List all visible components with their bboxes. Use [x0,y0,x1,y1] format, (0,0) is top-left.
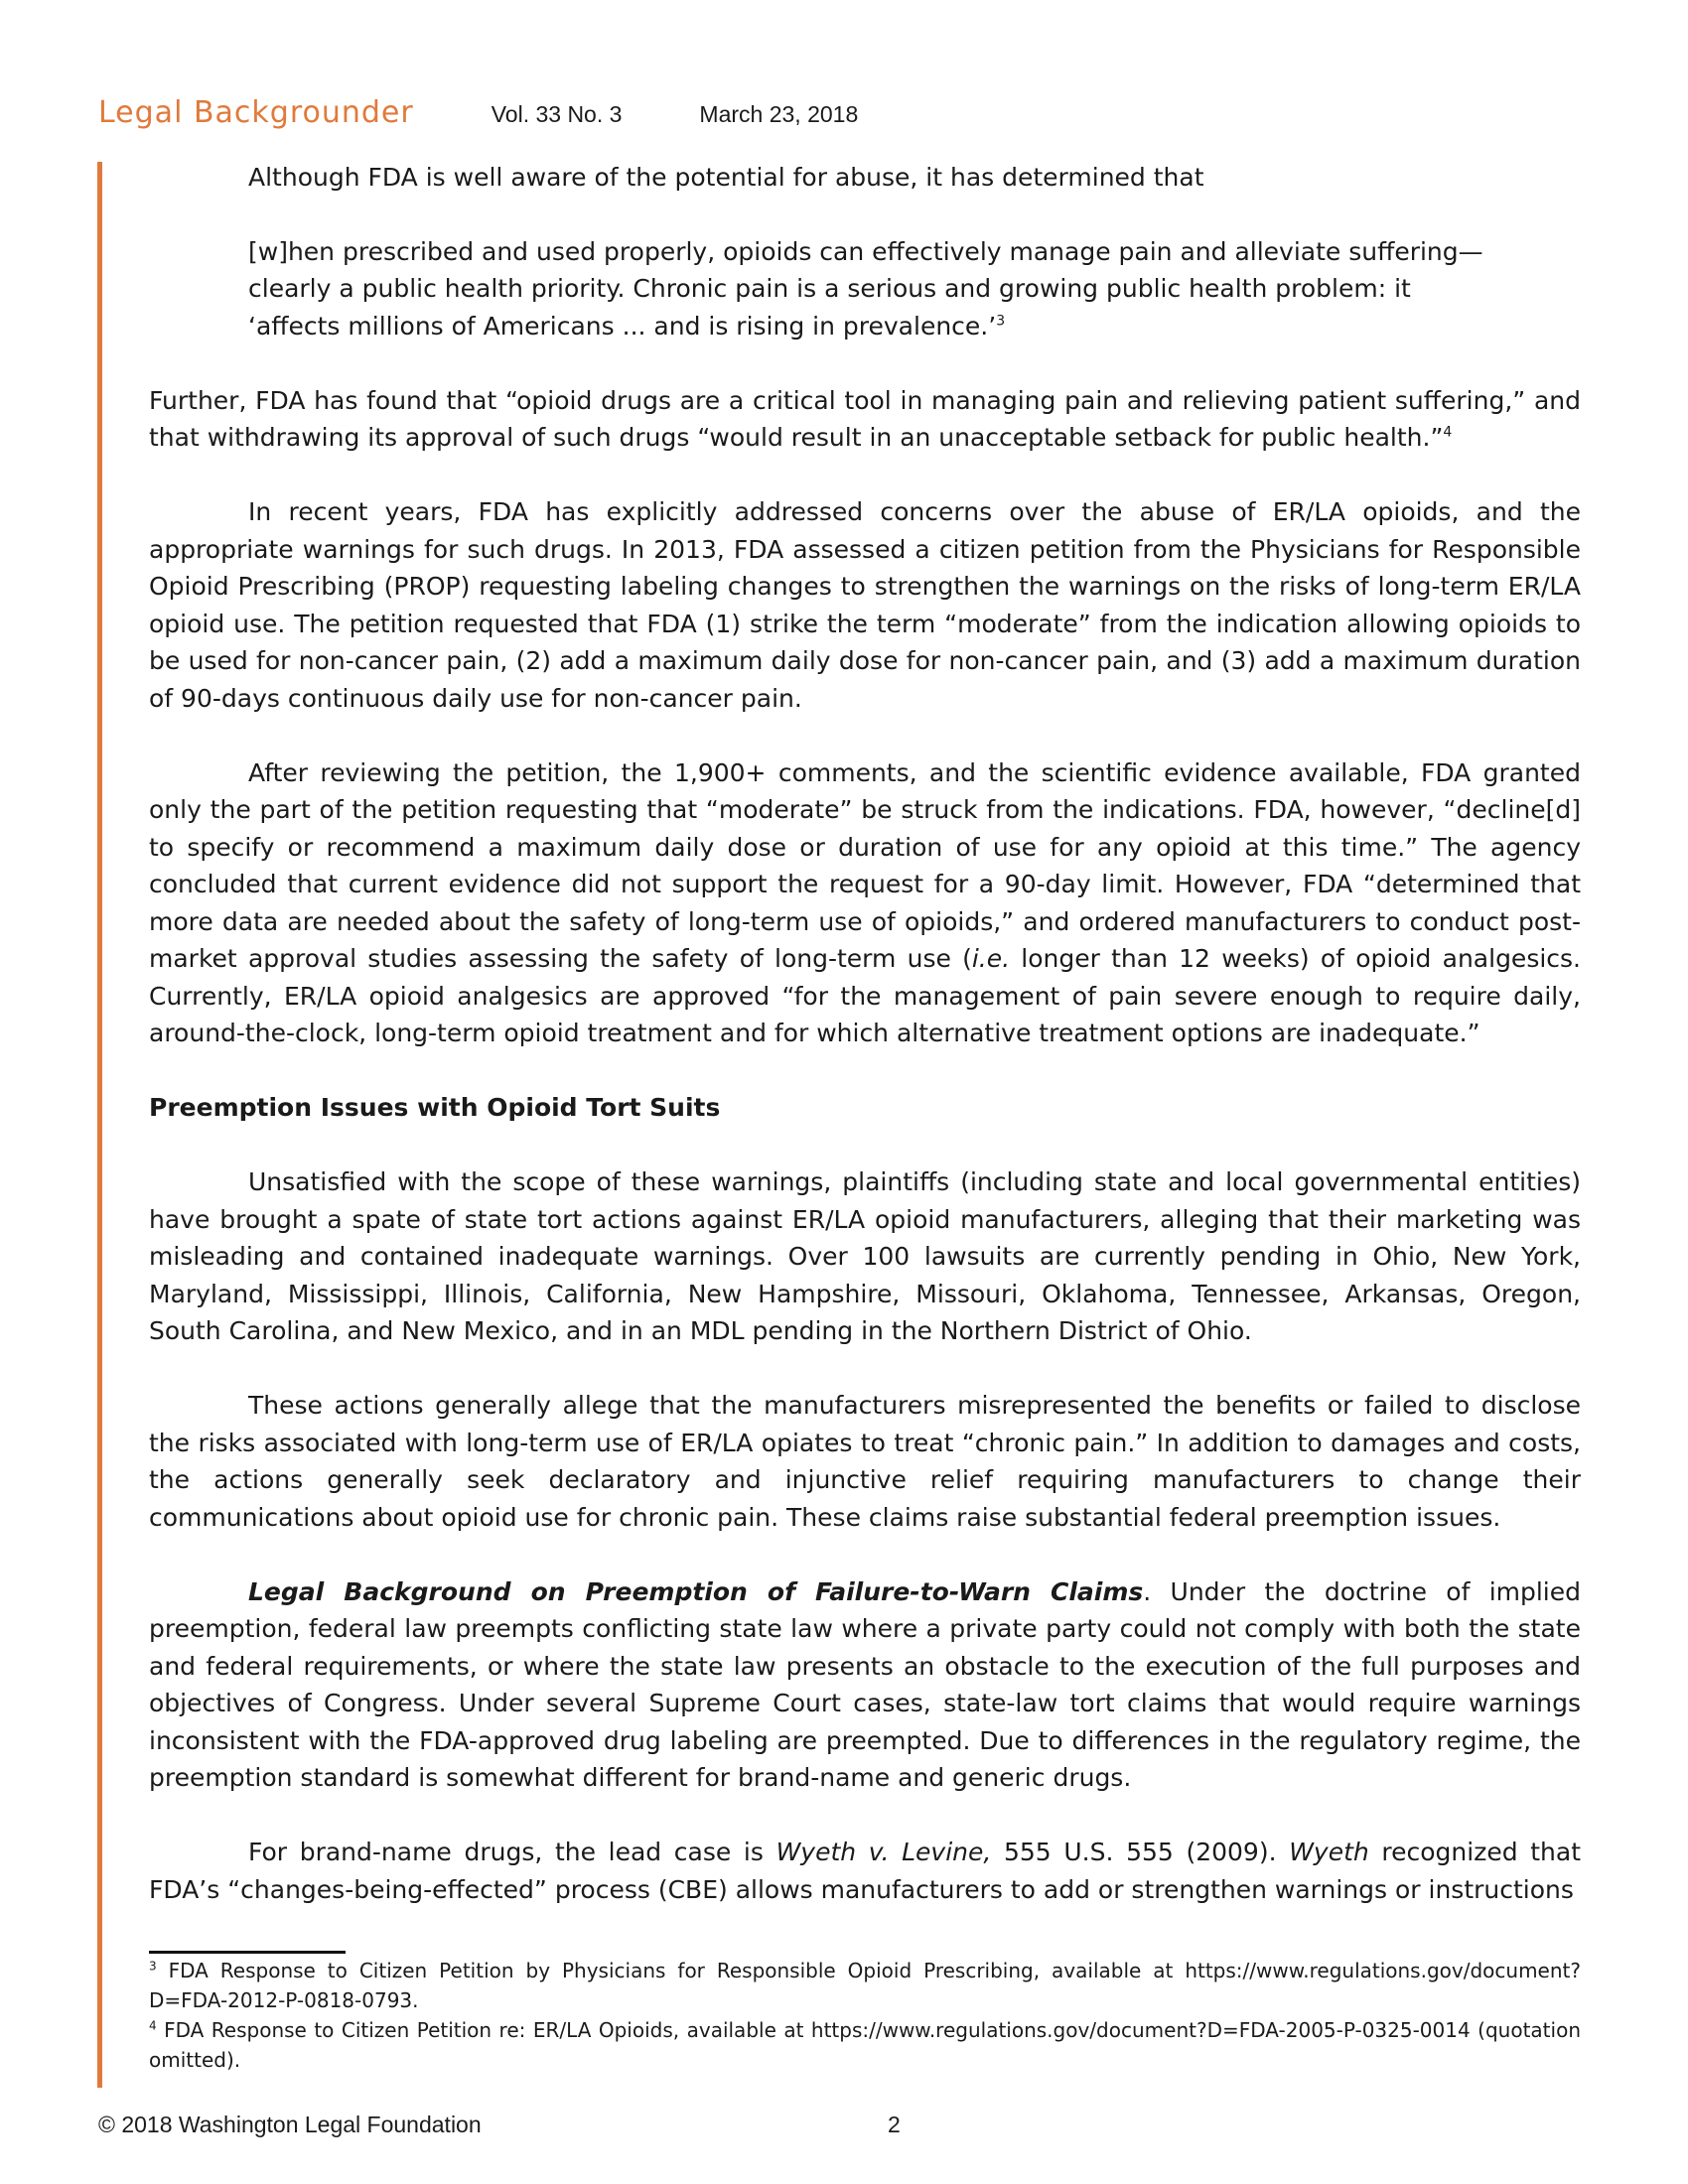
paragraph-fda-findings [149,382,1581,457]
issue-date: March 23, 2018 [699,101,859,127]
paragraph-allegations: These actions generally allege that the manufacturers misrepresented the benefits or failed to disclose the risks associated with long-term use of ER/LA opiates to treat “chronic pain.” In addition to damages and costs, the actions generally seek declaratory and injunctive relief requiring manufacturers to change their communications about opioid use for chronic pain. These claims raise substantial federal preemption issues. [149,1391,1581,1532]
footnote-ref-4: 4 [1443,424,1453,441]
intro-paragraph: Although FDA is well aware of the potential for abuse, it has determined that [248,163,1204,192]
footnote-divider [149,1951,346,1954]
paragraph-text: longer than 12 weeks) of opioid analgesics. Currently, ER/LA opioid analgesics are approved “for the management of pain severe enough to require daily, around-the-clock, long-term opioid treatment and for which alternative treatment options are inadequate.” [149,944,1582,1047]
page-header [98,95,858,130]
block-quote [248,233,1495,345]
volume-number: Vol. 33 No. 3 [491,101,623,127]
paragraph-text: After reviewing the petition, the 1,900+ comments, and the scientific evidence available, FDA granted only the part of the petition requesting that “moderate” be struck from the indications. FDA, however, “decline[d] to specify or recommend a maximum daily dose or duration of use for any opioid at this time.” The agency concluded that current evidence did not support the request for a 90-day limit. However, FDA “determined that more data are needed about the safety of long-term use of opioids,” and ordered manufacturers to conduct post-market approval studies assessing the safety of long-term use ( [149,757,1581,973]
footnote-3 [149,1956,1581,2015]
paragraph-prop-petition: In recent years, FDA has explicitly addressed concerns over the abuse of ER/LA opioids, and the appropriate warnings for such drugs. In 2013, FDA assessed a citizen petition from the Physicians for Responsible Opioid Prescribing (PROP) requesting labeling changes to strengthen the warnings on the risks of long-term ER/LA opioid use. The petition requested that FDA (1) strike the term “moderate” from the indication allowing opioids to be used for non-cancer pain, (2) add a maximum daily dose for non-cancer pain, and (3) add a maximum duration of 90-days continuous daily use for non-cancer pain. [149,497,1581,713]
footnote-text: FDA Response to Citizen Petition by Physicians for Responsible Opioid Prescribing, available at https://www.regulations.gov/document?D=FDA-2012-P-0818-0793. [149,1959,1581,2012]
paragraph-petition-review [149,754,1581,1052]
footnote-4 [149,2015,1581,2075]
copyright-notice: © 2018 Washington Legal Foundation [98,2112,482,2137]
case-short-name: Wyeth [1289,1838,1369,1866]
paragraph-text: Further, FDA has found that “opioid drugs are a critical tool in managing pain and relieving patient suffering,” and that withdrawing its approval of such drugs “would result in an unacceptable setback for public health.” [149,385,1581,452]
case-citation: Wyeth v. Levine, [775,1838,992,1866]
paragraph-text: recognized that FDA’s “changes-being-effected” process (CBE) allows manufacturers to add or strengthen warnings or instructions [149,1838,1581,1904]
section-heading: Preemption Issues with Opioid Tort Suits [149,1093,721,1122]
footnote-ref-3: 3 [996,313,1006,330]
publication-title: Legal Backgrounder [98,95,414,130]
paragraph-text: . Under the doctrine of implied preemption, federal law preempts conflicting state law where a private party could not comply with both the state and federal requirements, or where the state law presents an obstacle to the execution of the full purposes and objectives of Congress. Under several Supreme Court cases, state-law tort claims that would require warnings inconsistent with the FDA-approved drug labeling are preempted. Due to differences in the regulatory regime, the preemption standard is somewhat different for brand-name and generic drugs. [149,1576,1581,1792]
ie-abbreviation: i.e. [971,944,1011,973]
page-number: 2 [888,2112,901,2137]
paragraph-legal-background [149,1573,1581,1797]
footnote-text: FDA Response to Citizen Petition re: ER/LA Opioids, available at https://www.regulations.gov/document?D=FDA-2005-P-0325-0014 (quotation omitted). [149,2018,1581,2072]
footnotes [149,1956,1581,2075]
paragraph-text: 555 U.S. 555 (2009). [991,1838,1290,1866]
paragraph-tort-actions: Unsatisfied with the scope of these warnings, plaintiffs (including state and local governmental entities) have brought a spate of state tort actions against ER/LA opioid manufacturers, alleging that their marketing was misleading and contained inadequate warnings. Over 100 lawsuits are currently pending in Ohio, New York, Maryland, Mississippi, Illinois, California, New Hampshire, Missouri, Oklahoma, Tennessee, Arkansas, Oregon, South Carolina, and New Mexico, and in an MDL pending in the Northern District of Ohio. [149,1167,1581,1345]
footnote-number: 3 [149,1959,157,1974]
article-body [149,159,1581,1946]
paragraph-text: For brand-name drugs, the lead case is [248,1838,776,1866]
accent-rule [97,162,102,2088]
run-in-heading: Legal Background on Preemption of Failure-to-Warn Claims [248,1576,1144,1606]
footnote-number: 4 [149,2018,157,2033]
paragraph-wyeth [149,1834,1581,1908]
block-quote-text: [w]hen prescribed and used properly, opioids can effectively manage pain and alleviate suffering—clearly a public health priority. Chronic pain is a serious and growing public health problem: it ‘affects millions of Americans ... and is rising in prevalence.’ [248,236,1483,341]
